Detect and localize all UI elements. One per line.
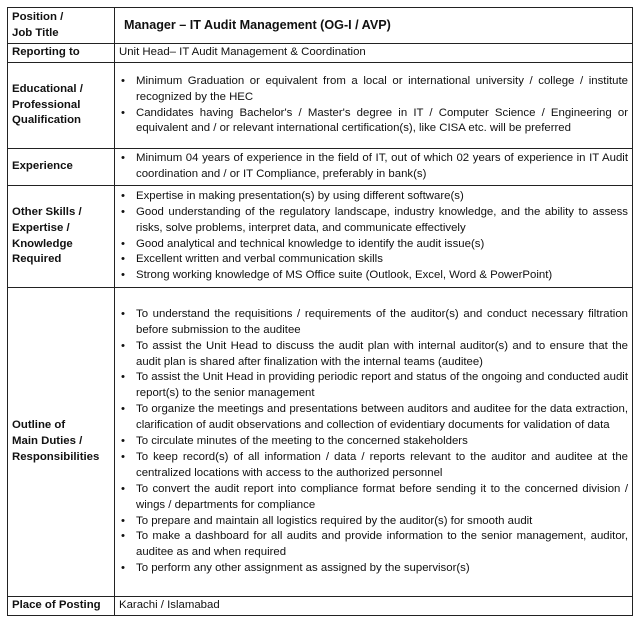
row-posting [8, 597, 633, 616]
education-label-line-1: Educational / [12, 82, 83, 95]
list-item: • To perform any other assignment as assigned by the supervisor(s) [119, 561, 628, 577]
duties-label [8, 288, 115, 597]
education-label-line-3: Qualification [12, 114, 81, 127]
list-item: • To prepare and maintain all logistics required by the auditor(s) for smooth audit [119, 514, 628, 530]
skills-label [8, 186, 115, 288]
education-value [115, 63, 633, 149]
list-item: • To assist the Unit Head in providing periodic report and status of the ongoing and conducted audit report(s) to the senior management [119, 370, 628, 402]
skills-value [115, 186, 633, 288]
row-duties [8, 288, 633, 597]
skills-label-line-4: Required [12, 253, 62, 266]
position-label-line-2: Job Title [12, 26, 59, 39]
experience-list [119, 151, 628, 183]
education-label-line-2: Professional [12, 98, 81, 111]
position-label-line-1: Position / [12, 10, 64, 23]
row-experience [8, 149, 633, 186]
list-item: • Excellent written and verbal communication skills [119, 252, 628, 268]
list-item: • Candidates having Bachelor's / Master's degree in IT / Computer Science / Engineering or equivalent and / or relevant international certification(s), like CISA etc. will be preferred [119, 106, 628, 138]
reporting-value: Unit Head– IT Audit Management & Coordination [115, 44, 633, 63]
duties-label-line-3: Responsibilities [12, 450, 100, 463]
list-item: • Expertise in making presentation(s) by using different software(s) [119, 189, 628, 205]
experience-label: Experience [8, 149, 115, 186]
skills-label-line-2: Expertise / [12, 221, 70, 234]
education-label [8, 63, 115, 149]
list-item: • To circulate minutes of the meeting to the concerned stakeholders [119, 434, 628, 450]
skills-label-line-1: Other Skills / [12, 205, 82, 218]
posting-label: Place of Posting [8, 597, 115, 616]
list-item: • To convert the audit report into compliance format before sending it to the concerned division / wings / departments for compliance [119, 482, 628, 514]
posting-value: Karachi / Islamabad [115, 597, 633, 616]
education-list [119, 74, 628, 138]
list-item: • Minimum Graduation or equivalent from a local or international university / college / institute recognized by the HEC [119, 74, 628, 106]
list-item: • Good analytical and technical knowledge to identify the audit issue(s) [119, 237, 628, 253]
list-item: • To make a dashboard for all audits and provide information to the senior management, auditor, auditee as and when required [119, 529, 628, 561]
reporting-label: Reporting to [8, 44, 115, 63]
row-reporting [8, 44, 633, 63]
job-description-table [7, 7, 633, 616]
experience-value [115, 149, 633, 186]
list-item: • To assist the Unit Head to discuss the audit plan with internal auditor(s) and to ensure that the audit plan is shared after finalization with the internal teams (auditee) [119, 339, 628, 371]
list-item: • To keep record(s) of all information / data / reports relevant to the auditor and auditee at the centralized locations with access to the authorized personnel [119, 450, 628, 482]
duties-value [115, 288, 633, 597]
list-item: • Strong working knowledge of MS Office suite (Outlook, Excel, Word & PowerPoint) [119, 268, 628, 284]
list-item: • To understand the requisitions / requirements of the auditor(s) and conduct necessary filtration before submission to the auditee [119, 307, 628, 339]
skills-label-line-3: Knowledge [12, 237, 73, 250]
duties-list [119, 307, 628, 577]
duties-label-line-1: Outline of [12, 419, 66, 432]
list-item: • To organize the meetings and presentations between auditors and auditee for the data extraction, clarification of audit observations and collection of evidentiary documents for validation of data [119, 402, 628, 434]
row-position [8, 8, 633, 44]
skills-list [119, 189, 628, 284]
row-skills [8, 186, 633, 288]
position-label [8, 8, 115, 44]
duties-label-line-2: Main Duties / [12, 435, 83, 448]
position-value: Manager – IT Audit Management (OG-I / AVP) [115, 8, 633, 44]
list-item: • Good understanding of the regulatory landscape, industry knowledge, and the ability to assess risks, solve problems, interpret data, and communicate effectively [119, 205, 628, 237]
row-education [8, 63, 633, 149]
list-item: • Minimum 04 years of experience in the field of IT, out of which 02 years of experience in IT Audit coordination and / or IT Compliance, preferably in bank(s) [119, 151, 628, 183]
